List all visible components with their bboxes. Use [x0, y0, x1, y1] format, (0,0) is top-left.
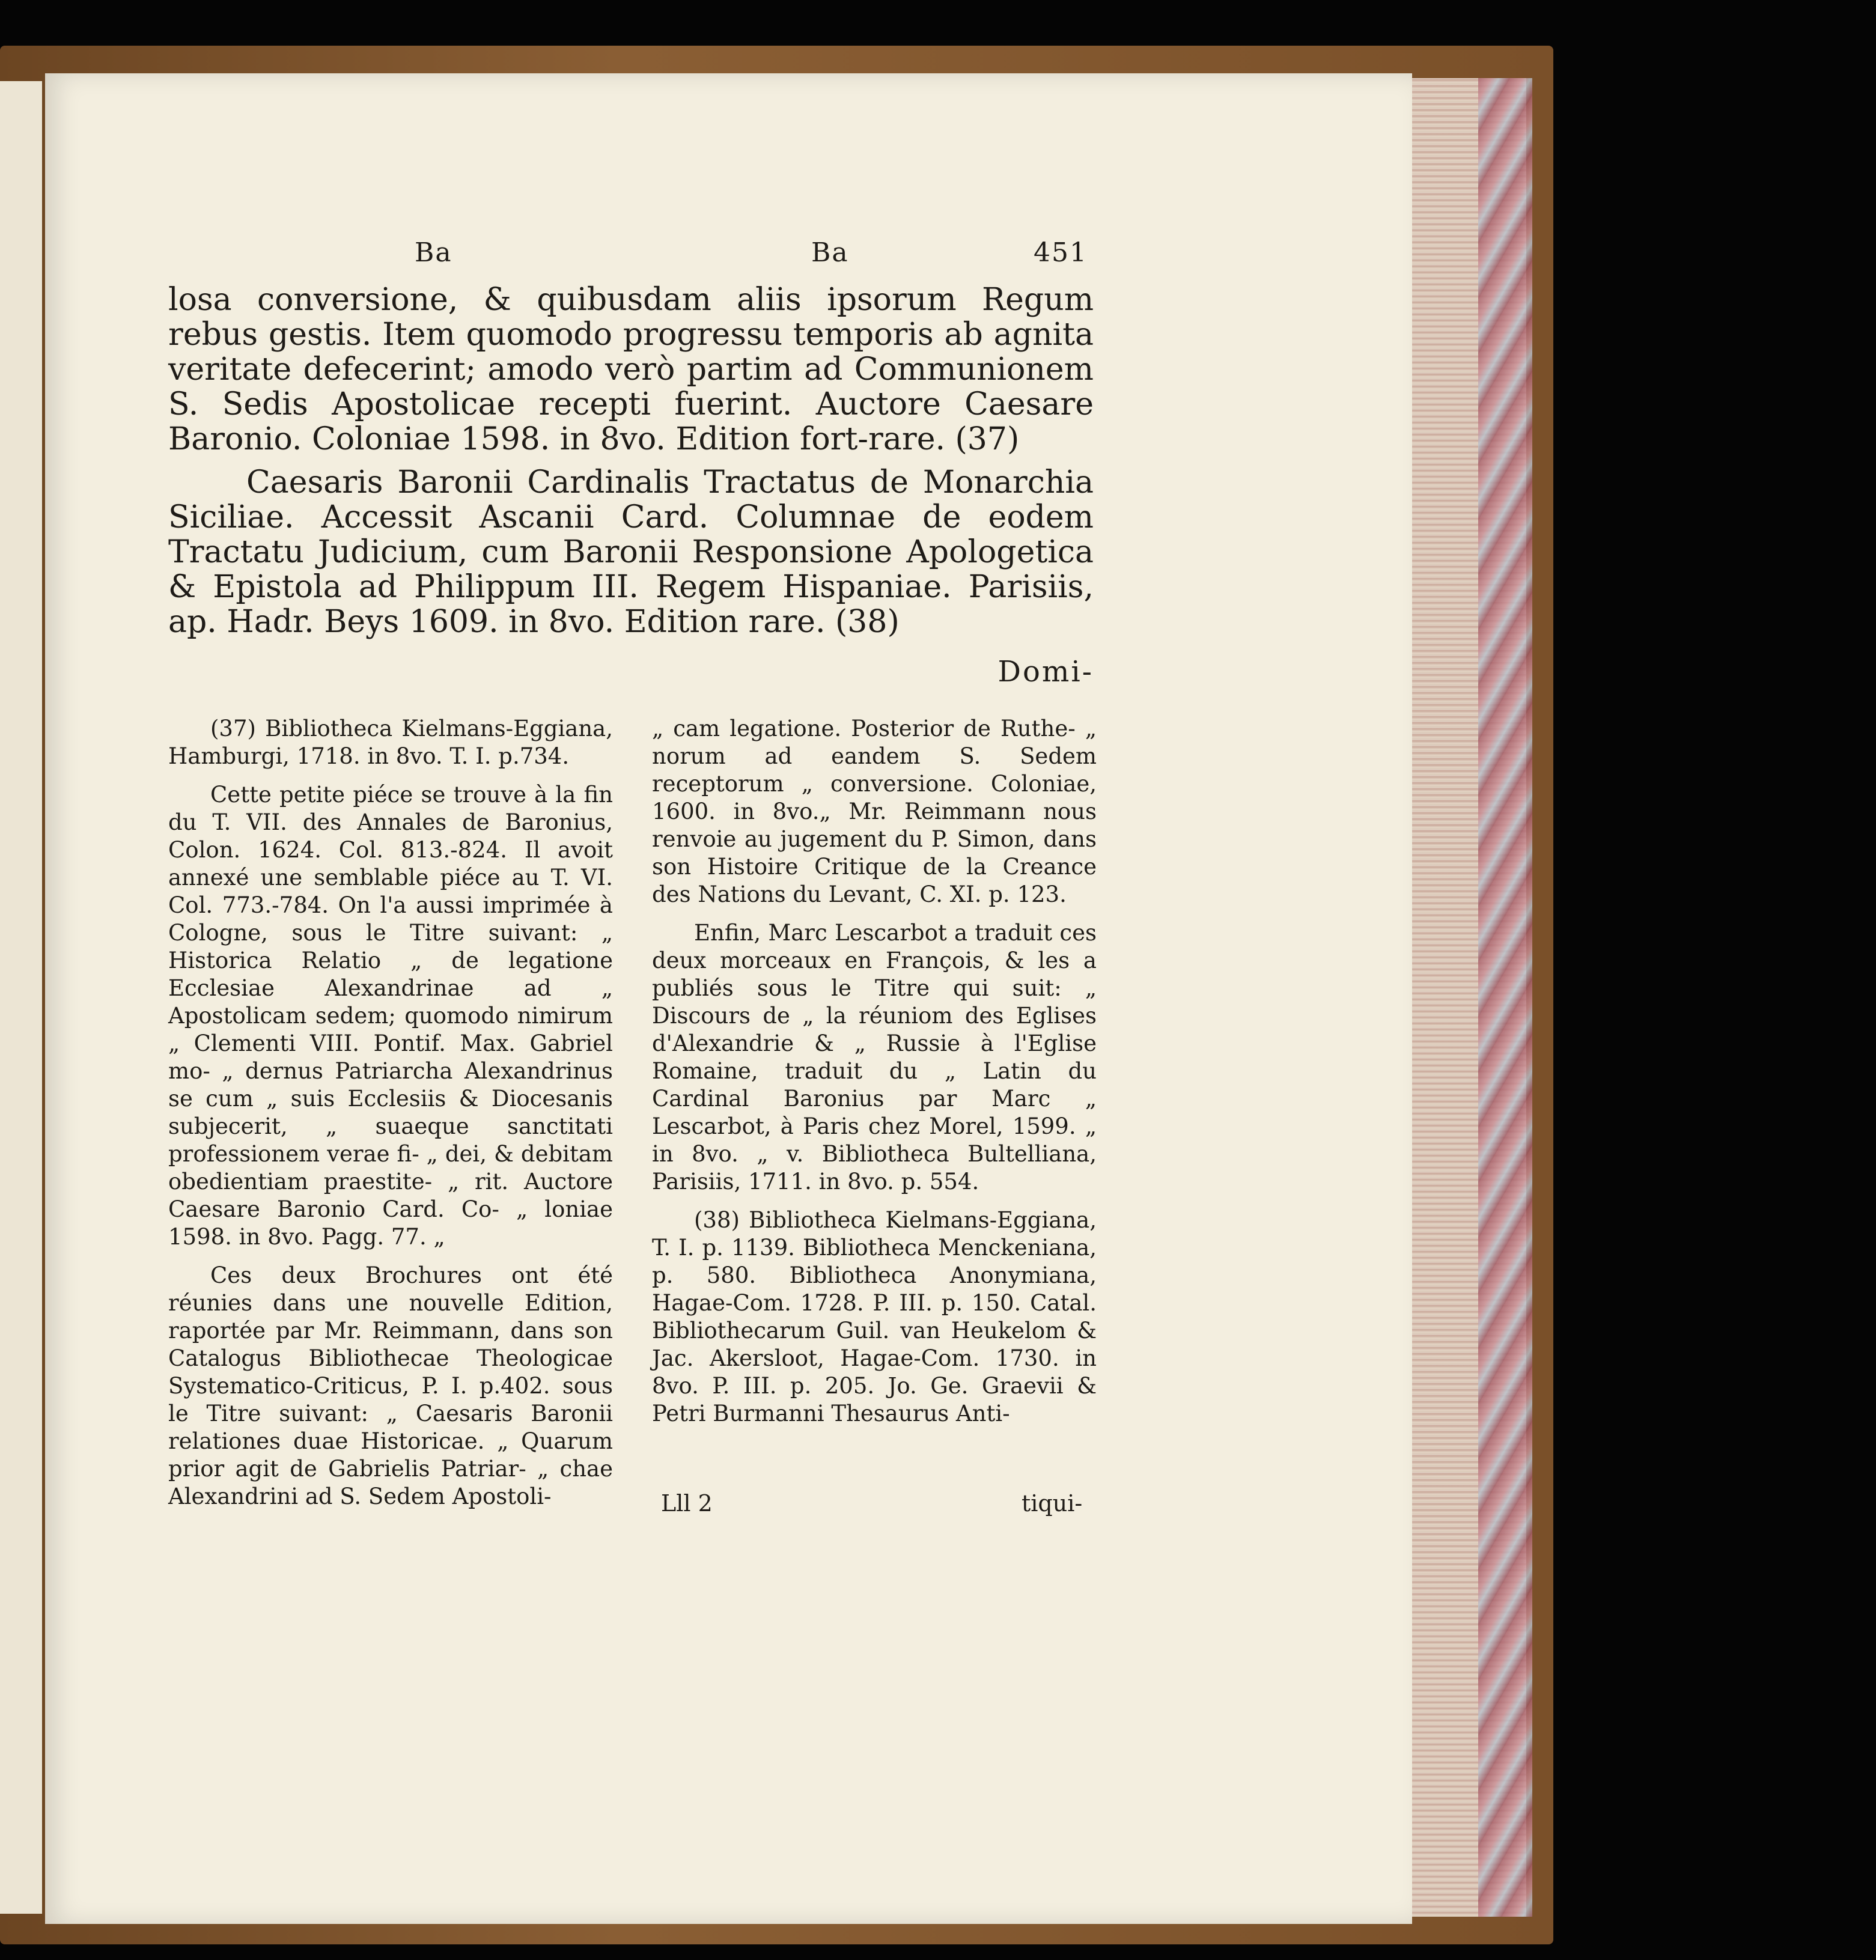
footnote-right-paragraph-2: Enfin, Marc Lescarbot a traduit ces deux morceaux en François, & les a publiés sous le Titre qui suit: „ Discours de „ la réuniom des Eglises d'Alexandrie & „ Russie à l'Eglise Romaine, traduit du „ Latin du Cardinal Baronius par Marc „ Lescarbot, à Paris chez Morel, 1599. „ in 8vo. „ v. Bibliotheca Bultelliana, Parisiis, 1711. in 8vo. p. 554. — [652, 920, 1097, 1195]
signature-mark: Lll 2 — [661, 1490, 713, 1517]
main-paragraph-1: losa conversione, & quibusdam aliis ipsorum Regum rebus gestis. Item quomodo progressu temporis ab agnita veritate defecerint; amodo verò partim ad Communionem S. Sedis Apostolicae recepti fuerint. Auctore Caesare Baronio. Coloniae 1598. in 8vo. Edition fort-rare. (37) — [168, 282, 1094, 457]
footnote-left-paragraph-2: Cette petite piéce se trouve à la fin du T. VII. des Annales de Baronius, Colon. 1624. Col. 813.-824. Il avoit annexé une semblable piéce au T. VI. Col. 773.-784. On l'a aussi imprimée à Cologne, sous le Titre suivant: „ Historica Relatio „ de legatione Ecclesiae Alexandrinae ad „ Apostolicam sedem; quomodo nimirum „ Clementi VIII. Pontif. Max. Gabriel mo- „ dernus Patriarcha Alexandrinus se cum „ suis Ecclesiis & Diocesanis subjecerit, „ suaeque sanctitati professionem verae fi- „ dei, & debitam obedientiam praestite- „ rit. Auctore Caesare Baronio Card. Co- „ loniae 1598. in 8vo. Pagg. 77. „ — [168, 782, 613, 1250]
footnote-38: (38) Bibliotheca Kielmans-Eggiana, T. I. p. 1139. Bibliotheca Menckeniana, p. 580. Bibliotheca Anonymiana, Hagae-Com. 1728. P. III. p. 150. Catal. Bibliothecarum Guil. van Heukelom & Jac. Akersloot, Hagae-Com. 1730. in 8vo. P. III. p. 205. Jo. Ge. Graevii & Petri Burmanni Thesaurus Anti- — [652, 1207, 1097, 1426]
footnote-right-paragraph-1: „ cam legatione. Posterior de Ruthe- „ norum ad eandem S. Sedem receptorum „ conversione. Coloniae, 1600. in 8vo.„ Mr. Reimmann nous renvoie au jugement du P. Simon, dans son Histoire Critique de la Creance des Nations du Levant, C. XI. p. 123. — [652, 716, 1097, 907]
footnote-column-right — [652, 715, 1097, 1438]
running-head-center: Ba — [811, 237, 849, 268]
catchword-main: Domi- — [997, 655, 1094, 689]
catchword-footer: tiqui- — [1022, 1490, 1083, 1517]
main-paragraph-2: Caesaris Baronii Cardinalis Tractatus de Monarchia Siciliae. Accessit Ascanii Card. Columnae de eodem Tractatu Judicium, cum Baronii Responsione Apologetica & Epistola ad Philippum III. Regem Hispaniae. Parisiis, ap. Hadr. Beys 1609. in 8vo. Edition rare. (38) — [168, 464, 1094, 640]
main-text — [168, 282, 1094, 639]
footnote-column-left — [168, 715, 613, 1521]
footnote-37: (37) Bibliotheca Kielmans-Eggiana, Hamburgi, 1718. in 8vo. T. I. p.734. — [168, 716, 613, 769]
marbled-edge — [1478, 78, 1532, 1917]
running-head-left: Ba — [415, 237, 452, 268]
page-number: 451 — [1034, 237, 1088, 268]
footnote-left-paragraph-3: Ces deux Brochures ont été réunies dans une nouvelle Edition, raportée par Mr. Reimmann, dans son Catalogus Bibliothecae Theologicae Systematico-Criticus, P. I. p.402. sous le Titre suivant: „ Caesaris Baronii relationes duae Historicae. „ Quarum prior agit de Gabrielis Patriar- „ chae Alexandrini ad S. Sedem Apostoli- — [168, 1262, 613, 1509]
facing-page-edge — [0, 81, 42, 1914]
